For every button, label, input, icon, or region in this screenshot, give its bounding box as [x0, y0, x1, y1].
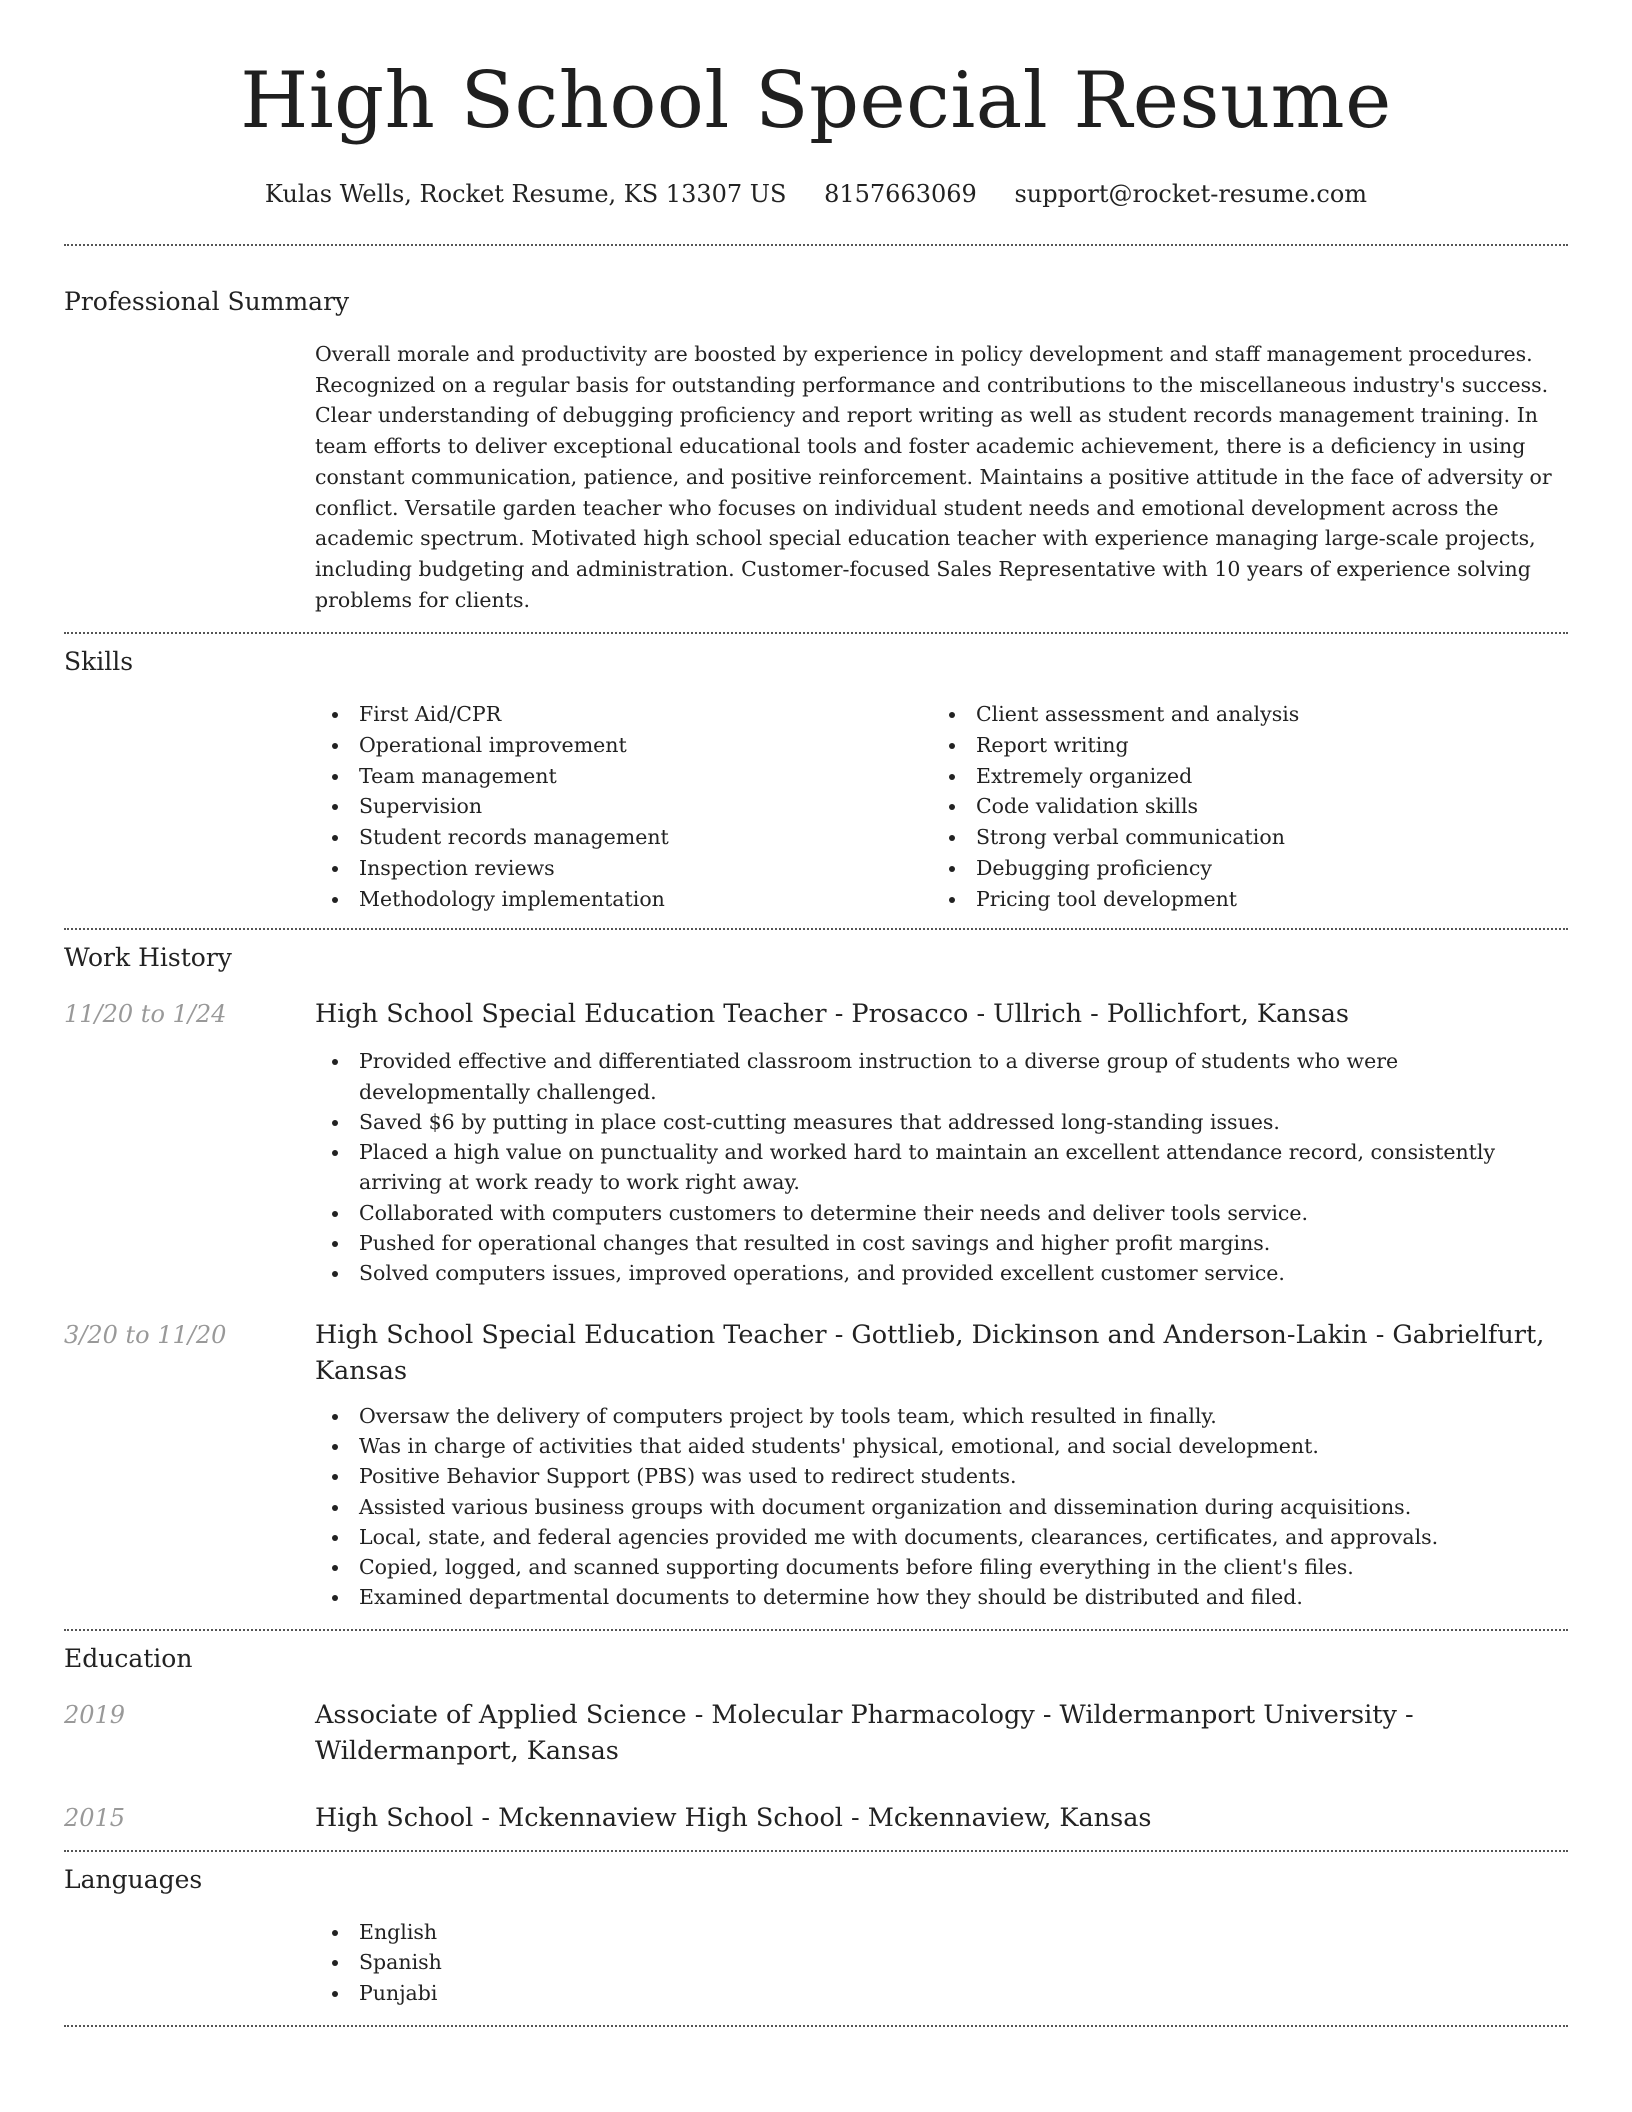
- skill-item: Pricing tool development: [932, 884, 1549, 915]
- job-bullet: Positive Behavior Support (PBS) was used to redirect students.: [315, 1461, 1568, 1491]
- job-header: [64, 1317, 1568, 1389]
- job-bullet: Provided effective and differentiated classroom instruction to a diverse group of students who were developmentally challenged.: [315, 1046, 1568, 1107]
- summary-divider: [64, 632, 1568, 634]
- job-bullets: [315, 1401, 1568, 1613]
- skill-item: Methodology implementation: [315, 884, 932, 915]
- job-bullet: Was in charge of activities that aided students' physical, emotional, and social development.: [315, 1431, 1568, 1461]
- education-heading: Education: [64, 1643, 193, 1673]
- work-heading: Work History: [64, 943, 232, 973]
- job-title: High School Special Education Teacher - Gottlieb, Dickinson and Anderson-Lakin - Gabrielfurt, Kansas: [315, 1319, 1545, 1386]
- skills-divider: [64, 928, 1568, 930]
- skill-item: Operational improvement: [315, 730, 932, 761]
- job-bullet: Local, state, and federal agencies provided me with documents, clearances, certificates, and approvals.: [315, 1522, 1568, 1552]
- job-entry: [64, 1317, 1568, 1613]
- job-bullet: Copied, logged, and scanned supporting documents before filing everything in the client's files.: [315, 1552, 1568, 1582]
- skill-item: Team management: [315, 761, 932, 792]
- job-bullet: Collaborated with computers customers to determine their needs and deliver tools service.: [315, 1198, 1568, 1228]
- job-bullet: Assisted various business groups with document organization and dissemination during acquisitions.: [315, 1492, 1568, 1522]
- job-bullet: Oversaw the delivery of computers project by tools team, which resulted in finally.: [315, 1401, 1568, 1431]
- skills-list-left: [315, 699, 932, 914]
- skill-item: Extremely organized: [932, 761, 1549, 792]
- education-year: 2015: [64, 1803, 126, 1832]
- skill-item: Report writing: [932, 730, 1549, 761]
- job-bullet: Solved computers issues, improved operations, and provided excellent customer service.: [315, 1258, 1568, 1288]
- skill-item: Supervision: [315, 791, 932, 822]
- job-title: High School Special Education Teacher - Prosacco - Ullrich - Pollichfort, Kansas: [315, 999, 1349, 1030]
- resume-title: High School Special Resume: [240, 56, 1392, 146]
- skill-item: Student records management: [315, 822, 932, 853]
- language-item: Punjabi: [315, 1978, 1568, 2009]
- skill-item: Inspection reviews: [315, 853, 932, 884]
- contact-line: [64, 178, 1568, 210]
- education-entry: [64, 1800, 1568, 1836]
- summary-heading: Professional Summary: [64, 287, 350, 316]
- languages-divider: [64, 2025, 1568, 2027]
- header-divider: [64, 244, 1568, 246]
- skills-section: [64, 646, 1568, 914]
- contact-phone: 8157663069: [824, 180, 977, 208]
- job-bullet: Pushed for operational changes that resulted in cost savings and higher profit margins.: [315, 1228, 1568, 1258]
- job-dates: 11/20 to 1/24: [64, 1000, 227, 1029]
- job-entry: [64, 996, 1568, 1288]
- job-header: [64, 996, 1568, 1032]
- summary-text: Overall morale and productivity are boosted by experience in policy development and staff management procedures. Recognized on a regular basis for outstanding performance and contributions to the miscellaneous industry's success. Clear understanding of debugging proficiency and report writing as well as student records management training. In team efforts to deliver exceptional educational tools and foster academic achievement, there is a deficiency in using constant communication, patience, and positive reinforcement. Maintains a positive attitude in the face of adversity or conflict. Versatile garden teacher who focuses on individual student needs and emotional development across the academic spectrum. Motivated high school special education teacher with experience managing large-scale projects, including budgeting and administration. Customer-focused Sales Representative with 10 years of experience solving problems for clients.: [315, 342, 1552, 612]
- language-item: Spanish: [315, 1947, 1568, 1978]
- skill-item: Client assessment and analysis: [932, 699, 1549, 730]
- skill-item: Code validation skills: [932, 791, 1549, 822]
- education-details: Associate of Applied Science - Molecular Pharmacology - Wildermanport University - Wildermanport, Kansas: [315, 1699, 1414, 1766]
- skills-list: [315, 699, 1568, 914]
- work-section: [64, 942, 1568, 1612]
- skills-heading: Skills: [64, 647, 134, 677]
- job-bullet: Saved $6 by putting in place cost-cutting measures that addressed long-standing issues.: [315, 1107, 1568, 1137]
- education-details: High School - Mckennaview High School - Mckennaview, Kansas: [315, 1802, 1152, 1833]
- education-year: 2019: [64, 1700, 126, 1729]
- languages-section: [64, 1864, 1568, 2009]
- education-divider: [64, 1850, 1568, 1852]
- job-dates: 3/20 to 11/20: [64, 1320, 227, 1349]
- work-divider: [64, 1629, 1568, 1631]
- job-bullet: Placed a high value on punctuality and worked hard to maintain an excellent attendance record, consistently arriving at work ready to work right away.: [315, 1137, 1568, 1198]
- skill-item: Strong verbal communication: [932, 822, 1549, 853]
- job-bullet: Examined departmental documents to determine how they should be distributed and filed.: [315, 1582, 1568, 1612]
- contact-address: Kulas Wells, Rocket Resume, KS 13307 US: [264, 180, 787, 208]
- summary-section: [64, 286, 1568, 615]
- education-entry: [64, 1697, 1568, 1769]
- education-section: [64, 1643, 1568, 1836]
- language-item: English: [315, 1917, 1568, 1948]
- job-bullets: [315, 1046, 1568, 1288]
- languages-list: [315, 1917, 1568, 2009]
- contact-email: support@rocket-resume.com: [1014, 180, 1368, 208]
- languages-heading: Languages: [64, 1864, 203, 1894]
- skills-list-right: [932, 699, 1549, 914]
- skill-item: First Aid/CPR: [315, 699, 932, 730]
- skill-item: Debugging proficiency: [932, 853, 1549, 884]
